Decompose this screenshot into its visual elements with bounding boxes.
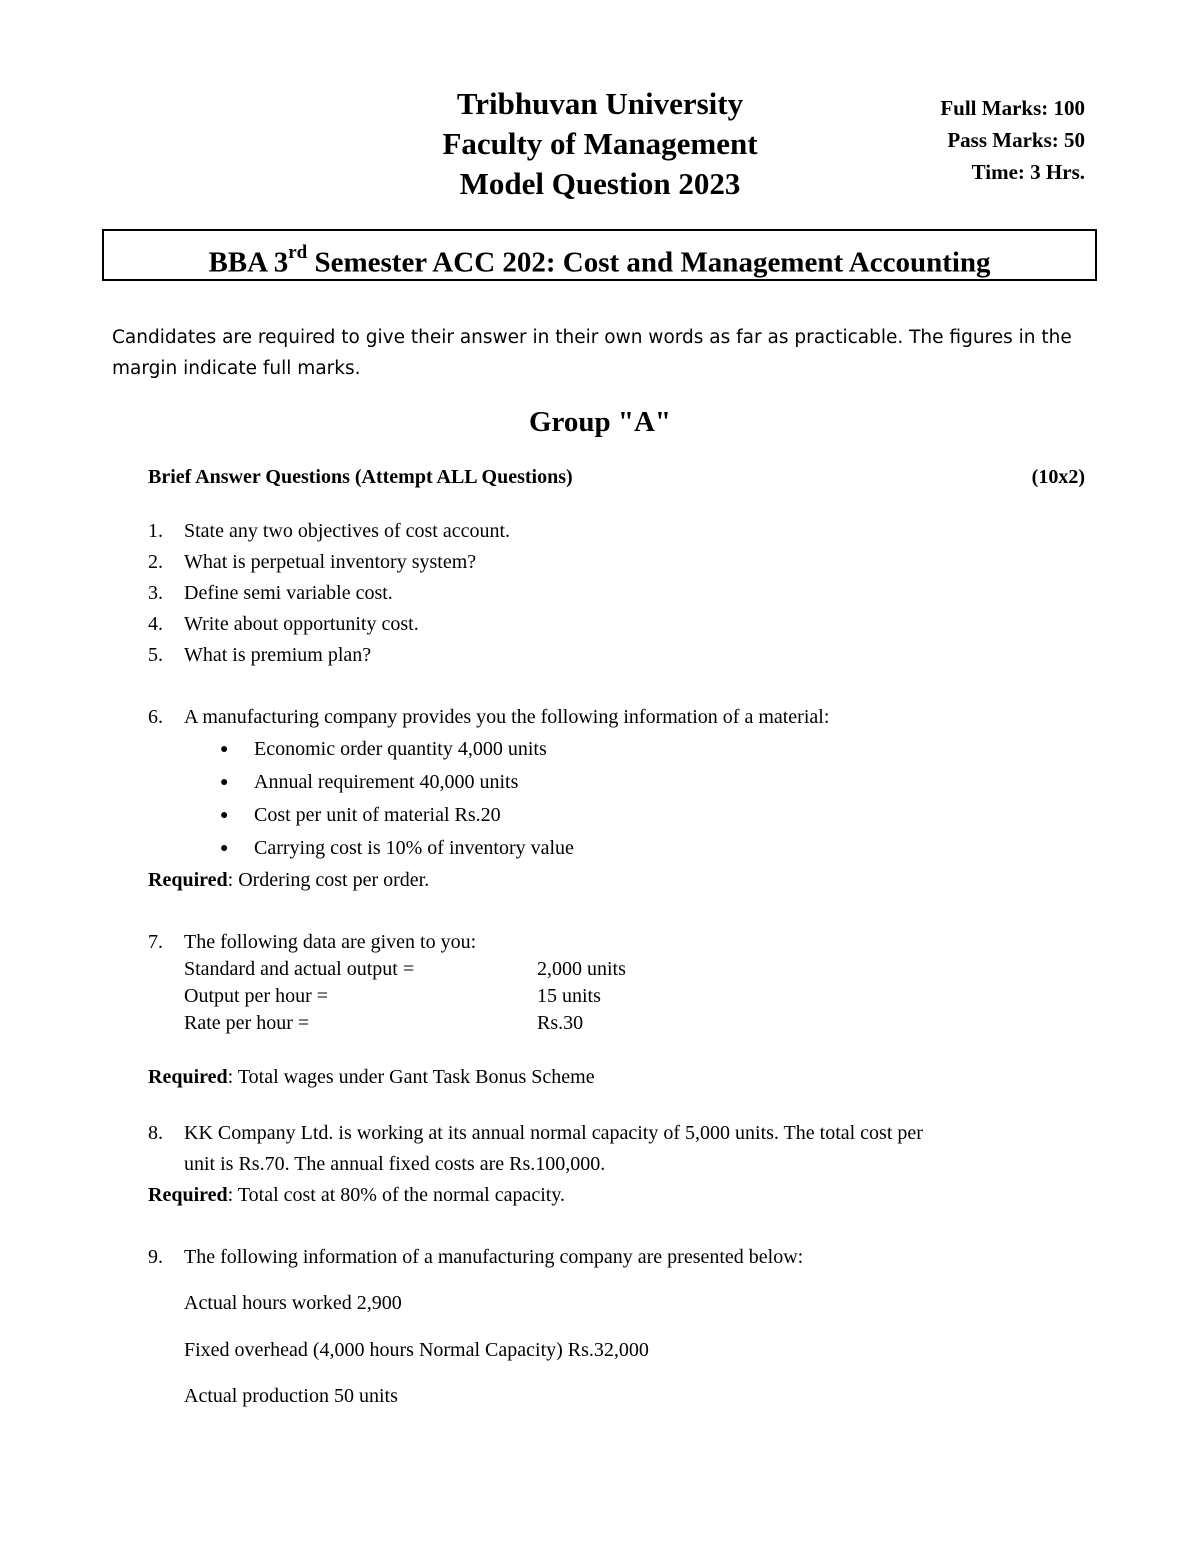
pass-marks: Pass Marks: 50 xyxy=(947,128,1085,152)
group-marks: (10x2) xyxy=(1031,466,1085,488)
question-number: 8. xyxy=(148,1122,163,1144)
bullet-text: Economic order quantity 4,000 units xyxy=(254,738,547,760)
course-prefix: BBA 3 xyxy=(208,246,289,279)
required-label: Required xyxy=(148,869,228,891)
data-label: Output per hour = xyxy=(184,985,329,1007)
group-title: Group "A" xyxy=(528,406,672,438)
question-text: The following data are given to you: xyxy=(184,931,477,953)
question-text: Write about opportunity cost. xyxy=(184,613,419,635)
required-label: Required xyxy=(148,1184,228,1206)
question-text: What is perpetual inventory system? xyxy=(184,551,477,573)
full-marks: Full Marks: 100 xyxy=(940,96,1085,120)
question-number: 2. xyxy=(148,551,163,573)
required-text: : Total wages under Gant Task Bonus Scheme xyxy=(227,1066,595,1088)
required-text: : Total cost at 80% of the normal capacity. xyxy=(227,1184,566,1206)
q8-required xyxy=(148,1180,565,1211)
question-text: A manufacturing company provides you the following information of a material: xyxy=(184,706,830,728)
bullet-icon: ● xyxy=(220,742,229,757)
question-text: State any two objectives of cost account. xyxy=(184,520,511,542)
data-value: Rs.30 xyxy=(537,1012,584,1034)
question-number: 7. xyxy=(148,931,163,953)
bullet-icon: ● xyxy=(220,841,229,856)
university-name: Tribhuvan University xyxy=(456,86,744,121)
info-text: Fixed overhead (4,000 hours Normal Capacity) Rs.32,000 xyxy=(184,1339,649,1361)
group-heading: Brief Answer Questions (Attempt ALL Questions) xyxy=(148,466,573,488)
info-text: Actual hours worked 2,900 xyxy=(184,1292,402,1314)
time-allowed: Time: 3 Hrs. xyxy=(971,160,1085,184)
question-number: 5. xyxy=(148,644,163,666)
required-text: : Ordering cost per order. xyxy=(227,869,430,891)
question-number: 3. xyxy=(148,582,163,604)
faculty-name: Faculty of Management xyxy=(442,126,758,161)
data-value: 15 units xyxy=(537,985,601,1007)
bullet-text: Annual requirement 40,000 units xyxy=(254,771,519,793)
course-suffix: Semester ACC 202: Cost and Management Accounting xyxy=(307,246,991,279)
question-text: KK Company Ltd. is working at its annual normal capacity of 5,000 units. The total cost per xyxy=(184,1122,923,1144)
bullet-icon: ● xyxy=(220,808,229,823)
bullet-text: Cost per unit of material Rs.20 xyxy=(254,804,501,826)
question-text: The following information of a manufacturing company are presented below: xyxy=(184,1246,804,1268)
question-text: unit is Rs.70. The annual fixed costs are Rs.100,000. xyxy=(184,1153,606,1175)
course-ordinal: rd xyxy=(288,242,308,263)
bullet-icon: ● xyxy=(220,775,229,790)
data-label: Standard and actual output = xyxy=(184,958,415,980)
instructions: Candidates are required to give their answer in their own words as far as practicable. The figures in the margin indicate full marks. xyxy=(112,327,1072,379)
bullet-text: Carrying cost is 10% of inventory value xyxy=(254,837,574,859)
info-text: Actual production 50 units xyxy=(184,1385,398,1407)
q6-required xyxy=(148,865,429,896)
question-number: 1. xyxy=(148,520,163,542)
question-number: 4. xyxy=(148,613,163,635)
q7-required xyxy=(148,1062,595,1093)
question-text: Define semi variable cost. xyxy=(184,582,393,604)
data-value: 2,000 units xyxy=(537,958,626,980)
course-title-box xyxy=(102,229,1097,281)
question-number: 6. xyxy=(148,706,163,728)
question-number: 9. xyxy=(148,1246,163,1268)
exam-title: Model Question 2023 xyxy=(459,166,741,201)
data-label: Rate per hour = xyxy=(184,1012,310,1034)
required-label: Required xyxy=(148,1066,228,1088)
question-text: What is premium plan? xyxy=(184,644,372,666)
